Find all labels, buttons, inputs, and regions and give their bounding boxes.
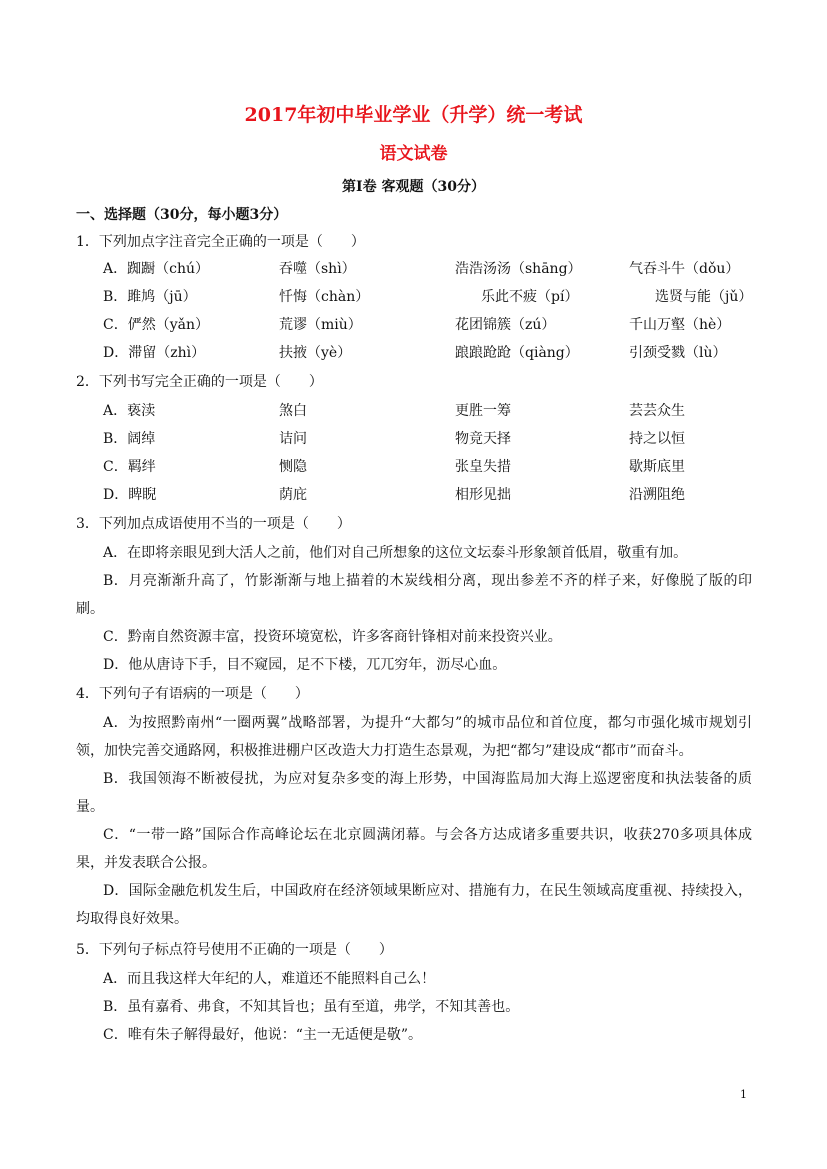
q1-b-3: 乐此不疲（pí） xyxy=(481,289,579,305)
q1-a-3: 浩浩汤汤（shāng） xyxy=(455,261,582,277)
q2-a-2: 煞白 xyxy=(279,403,307,419)
part-heading: 第Ⅰ卷 客观题（30分） xyxy=(342,179,485,195)
q2-c-2: 恻隐 xyxy=(279,459,307,475)
q2-option-row xyxy=(0,484,827,506)
q1-c-1: C．俨然（yǎn） xyxy=(103,317,209,333)
question-5-stem: 5．下列句子标点符号使用不正确的一项是（ ） xyxy=(76,942,393,958)
q2-option-row xyxy=(0,400,827,422)
q1-option-row xyxy=(0,342,827,364)
q2-b-1: B．阔绰 xyxy=(103,431,156,447)
q2-d-4: 沿溯阻绝 xyxy=(629,487,685,503)
section-heading: 一、选择题（30分，每小题3分） xyxy=(76,207,288,223)
q1-a-1: A．踟蹰（chú） xyxy=(103,261,209,277)
exam-title: 2017年初中毕业学业（升学）统一考试 xyxy=(244,104,583,126)
q3-option-d: D．他从唐诗下手，目不窥园，足不下楼，兀兀穷年，沥尽心血。 xyxy=(103,657,507,673)
q1-option-row xyxy=(0,314,827,336)
q2-c-3: 张皇失措 xyxy=(455,459,511,475)
q2-c-1: C．羁绊 xyxy=(103,459,156,475)
q2-b-4: 持之以恒 xyxy=(629,431,685,447)
q1-option-row xyxy=(0,286,827,308)
q2-c-4: 歇斯底里 xyxy=(629,459,685,475)
q2-b-2: 诘问 xyxy=(279,431,307,447)
question-2-stem: 2．下列书写完全正确的一项是（ ） xyxy=(76,374,323,390)
question-1-stem: 1．下列加点字注音完全正确的一项是（ ） xyxy=(76,234,365,250)
q2-a-4: 芸芸众生 xyxy=(629,403,685,419)
page-number: 1 xyxy=(740,1088,747,1101)
exam-subtitle: 语文试卷 xyxy=(379,144,448,164)
q1-b-2: 忏悔（chàn） xyxy=(279,289,370,305)
q2-a-1: A．亵渎 xyxy=(103,403,156,419)
q1-d-2: 扶掖（yè） xyxy=(279,345,352,361)
q4-option-b: B．我国领海不断被侵扰，为应对复杂多变的海上形势，中国海监局加大海上巡逻密度和执法装备的质量。 xyxy=(76,771,752,815)
question-3-stem: 3．下列加点成语使用不当的一项是（ ） xyxy=(76,516,351,532)
q1-c-3: 花团锦簇（zú） xyxy=(455,317,556,333)
q3-option-a: A．在即将亲眼见到大活人之前，他们对自己所想象的这位文坛泰斗形象颔首低眉，敬重有加。 xyxy=(103,545,688,561)
q1-d-4: 引颈受戮（lù） xyxy=(629,345,727,361)
q1-b-1: B．雎鸠（jū） xyxy=(103,289,197,305)
q1-a-2: 吞噬（shì） xyxy=(279,261,356,277)
q3-option-b: B．月亮渐渐升高了，竹影渐渐与地上描着的木炭线相分离，现出参差不齐的样子来，好像脱了版的印刷。 xyxy=(76,573,752,617)
question-4-stem: 4．下列句子有语病的一项是（ ） xyxy=(76,686,309,702)
q2-option-row xyxy=(0,428,827,450)
q1-option-row xyxy=(0,258,827,280)
q1-c-2: 荒谬（miù） xyxy=(279,317,362,333)
q2-b-3: 物竞天择 xyxy=(455,431,511,447)
q5-option-c: C．唯有朱子解得最好，他说：“主一无适便是敬”。 xyxy=(103,1027,423,1043)
q5-option-b: B．虽有嘉肴、弗食，不知其旨也；虽有至道，弗学，不知其善也。 xyxy=(103,999,520,1015)
q1-c-4: 千山万壑（hè） xyxy=(629,317,731,333)
q1-d-3: 踉踉跄跄（qiàng） xyxy=(455,345,579,361)
q1-a-4: 气吞斗牛（dǒu） xyxy=(629,261,740,277)
q2-d-1: D．睥睨 xyxy=(103,487,157,503)
q3-option-c: C．黔南自然资源丰富，投资环境宽松，许多客商针锋相对前来投资兴业。 xyxy=(103,629,562,645)
q2-d-3: 相形见拙 xyxy=(455,487,511,503)
q2-a-3: 更胜一筹 xyxy=(455,403,511,419)
q2-d-2: 荫庇 xyxy=(279,487,307,503)
q2-option-row xyxy=(0,456,827,478)
q1-d-1: D．滞留（zhì） xyxy=(103,345,206,361)
q4-option-d: D．国际金融危机发生后，中国政府在经济领域果断应对、措施有力，在民生领域高度重视、持续投入，均取得良好效果。 xyxy=(76,883,752,927)
q4-option-c: C．“一带一路”国际合作高峰论坛在北京圆满闭幕。与会各方达成诸多重要共识，收获270多项具体成果，并发表联合公报。 xyxy=(76,827,752,871)
q5-option-a: A．而且我这样大年纪的人，难道还不能照料自己么！ xyxy=(103,971,436,987)
q4-option-a: A．为按照黔南州“一圈两翼”战略部署，为提升“大都匀”的城市品位和首位度，都匀市强化城市规划引领，加快完善交通路网，积极推进棚户区改造大力打造生态景观，为把“都匀”建设成“都市”而奋斗。 xyxy=(76,715,752,759)
q1-b-4: 选贤与能（jǔ） xyxy=(655,289,753,305)
